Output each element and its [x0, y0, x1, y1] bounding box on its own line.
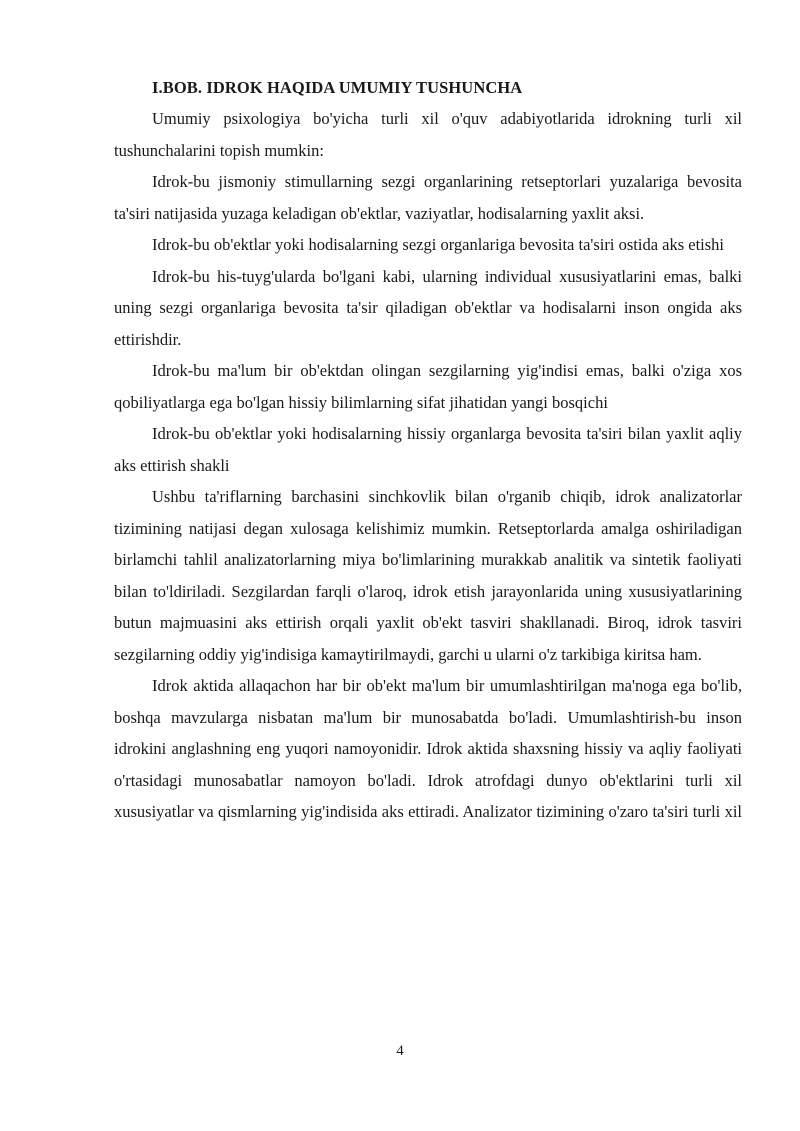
paragraph-definition-2: Idrok-bu ob'ektlar yoki hodisalarning sezgi organlariga bevosita ta'siri ostida aks etishi	[152, 235, 725, 254]
chapter-heading: I.BOB. IDROK HAQIDA UMUMIY TUSHUNCHA	[152, 78, 523, 97]
paragraph-definition-1: Idrok-bu jismoniy stimullarning sezgi organlarining retseptorlari yuzalariga bevosita ta'siri natijasida yuzaga keladigan ob'ektlar, vaziyatlar, hodisalarning yaxlit aksi.	[114, 172, 742, 223]
paragraph-generalization: Idrok aktida allaqachon har bir ob'ekt ma'lum bir umumlashtirilgan ma'noga ega bo'lib, boshqa mavzularga nisbatan ma'lum bir munosabatda bo'ladi. Umumlashtirish-bu inson idrokini anglashning eng yuqori namoyonidir. Idrok aktida shaxsning hissiy va aqliy faoliyati o'rtasidagi munosabatlar namoyon bo'ladi. Idrok atrofdagi dunyo ob'ektlarini turli xil xususiyatlar va qismlarning yig'indisida aks ettiradi. Analizator tizimining o'zaro ta'siri turli xil	[114, 676, 742, 821]
paragraph-definition-5: Idrok-bu ob'ektlar yoki hodisalarning hissiy organlarga bevosita ta'siri bilan yaxlit aqliy aks ettirish shakli	[114, 424, 742, 475]
page-content	[114, 76, 742, 828]
page-number: 4	[396, 1043, 404, 1059]
paragraph-intro: Umumiy psixologiya bo'yicha turli xil o'quv adabiyotlarida idrokning turli xil tushunchalarini topish mumkin:	[114, 109, 742, 160]
paragraph-analysis: Ushbu ta'riflarning barchasini sinchkovlik bilan o'rganib chiqib, idrok analizatorlar tizimining natijasi degan xulosaga kelishimiz mumkin. Retseptorlarda amalga oshiriladigan birlamchi tahlil analizatorlarning miya bo'limlarining murakkab analitik va sintetik faoliyati bilan to'ldiriladi. Sezgilardan farqli o'laroq, idrok etish jarayonlarida uning xususiyatlarining butun majmuasini aks ettirish orqali yaxlit ob'ekt tasviri shakllanadi. Biroq, idrok tasviri sezgilarning oddiy yig'indisiga kamaytirilmaydi, garchi u ularni o'z tarkibiga kiritsa ham.	[114, 487, 742, 664]
paragraph-definition-4: Idrok-bu ma'lum bir ob'ektdan olingan sezgilarning yig'indisi emas, balki o'ziga xos qobiliyatlarga ega bo'lgan hissiy bilimlarning sifat jihatidan yangi bosqichi	[114, 361, 742, 412]
paragraph-definition-3: Idrok-bu his-tuyg'ularda bo'lgani kabi, ularning individual xususiyatlarini emas, balki uning sezgi organlariga bevosita ta'sir qiladigan ob'ektlar va hodisalarni inson ongida aks ettirishdir.	[114, 266, 742, 349]
